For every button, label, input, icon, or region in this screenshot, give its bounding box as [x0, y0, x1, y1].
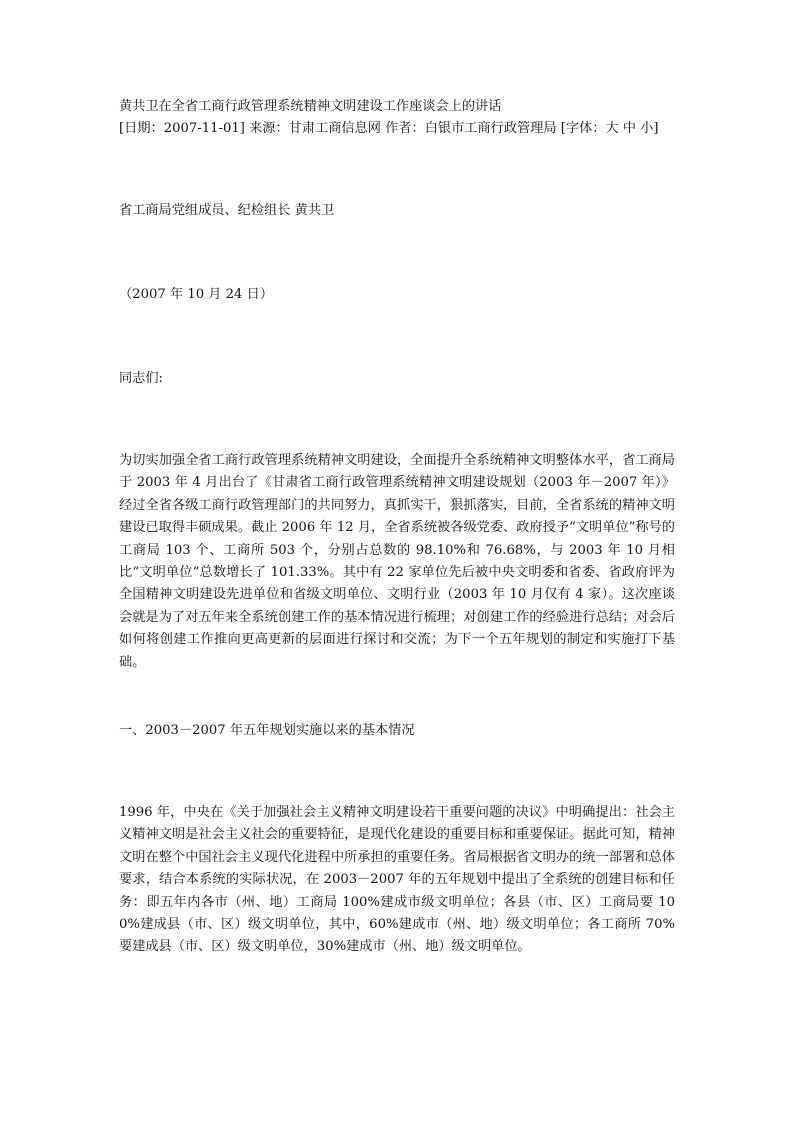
article-meta: [日期：2007-11-01] 来源：甘肃工商信息网 作者：白银市工商行政管理局 [字体：大 中 小] — [119, 121, 659, 136]
section-heading-1: 一、2003－2007 年五年规划实施以来的基本情况 — [119, 723, 415, 738]
body-paragraph-1: 为切实加强全省工商行政管理系统精神文明建设，全面提升全系统精神文明整体水平，省工商局于 2003 年 4 月出台了《甘肃省工商行政管理系统精神文明建设规划（2003 年－2007 年）》经过全省各级工商行政管理部门的共同努力，真抓实干，狠抓落实，目前，全省系统的精神文明建设已取得丰硕成果。截止 2006 年 12 月，全省系统被各级党委、政府授予“文明单位”称号的工商局 103 个、工商所 503 个，分别占总数的 98.10%和 76.68%，与 2003 年 10 月相比“文明单位”总数增长了 101.33%。其中有 22 家单位先后被中央文明委和省委、省政府评为全国精神文明建设先进单位和省级文明单位、文明行业（2003 年 10 月仅有 4 家）。这次座谈会就是为了对五年来全系统创建工作的基本情况进行梳理；对创建工作的经验进行总结；对会后如何将创建工作推向更高更新的层面进行探讨和交流；为下一个五年规划的制定和实施打下基础。 — [119, 453, 675, 670]
speech-date: （2007 年 10 月 24 日） — [119, 287, 274, 302]
speaker-line: 省工商局党组成员、纪检组长 黄共卫 — [119, 203, 335, 218]
article-title: 黄共卫在全省工商行政管理系统精神文明建设工作座谈会上的讲话 — [119, 99, 502, 114]
salutation: 同志们: — [119, 371, 164, 386]
body-paragraph-2: 1996 年，中央在《关于加强社会主义精神文明建设若干重要问题的决议》中明确提出：社会主义精神文明是社会主义社会的重要特征，是现代化建设的重要目标和重要保证。据此可知，精神文明在整个中国社会主义现代化进程中所承担的重要任务。省局根据省文明办的统一部署和总体要求，结合本系统的实际状况，在 2003－2007 年的五年规划中提出了全系统的创建目标和任务：即五年内各市（州、地）工商局 100%建成市级文明单位；各县（市、区）工商局要 100%建成县（市、区）级文明单位，其中，60%建成市（州、地）级文明单位；各工商所 70%要建成县（市、区）级文明单位，30%建成市（州、地）级文明单位。 — [119, 805, 675, 955]
